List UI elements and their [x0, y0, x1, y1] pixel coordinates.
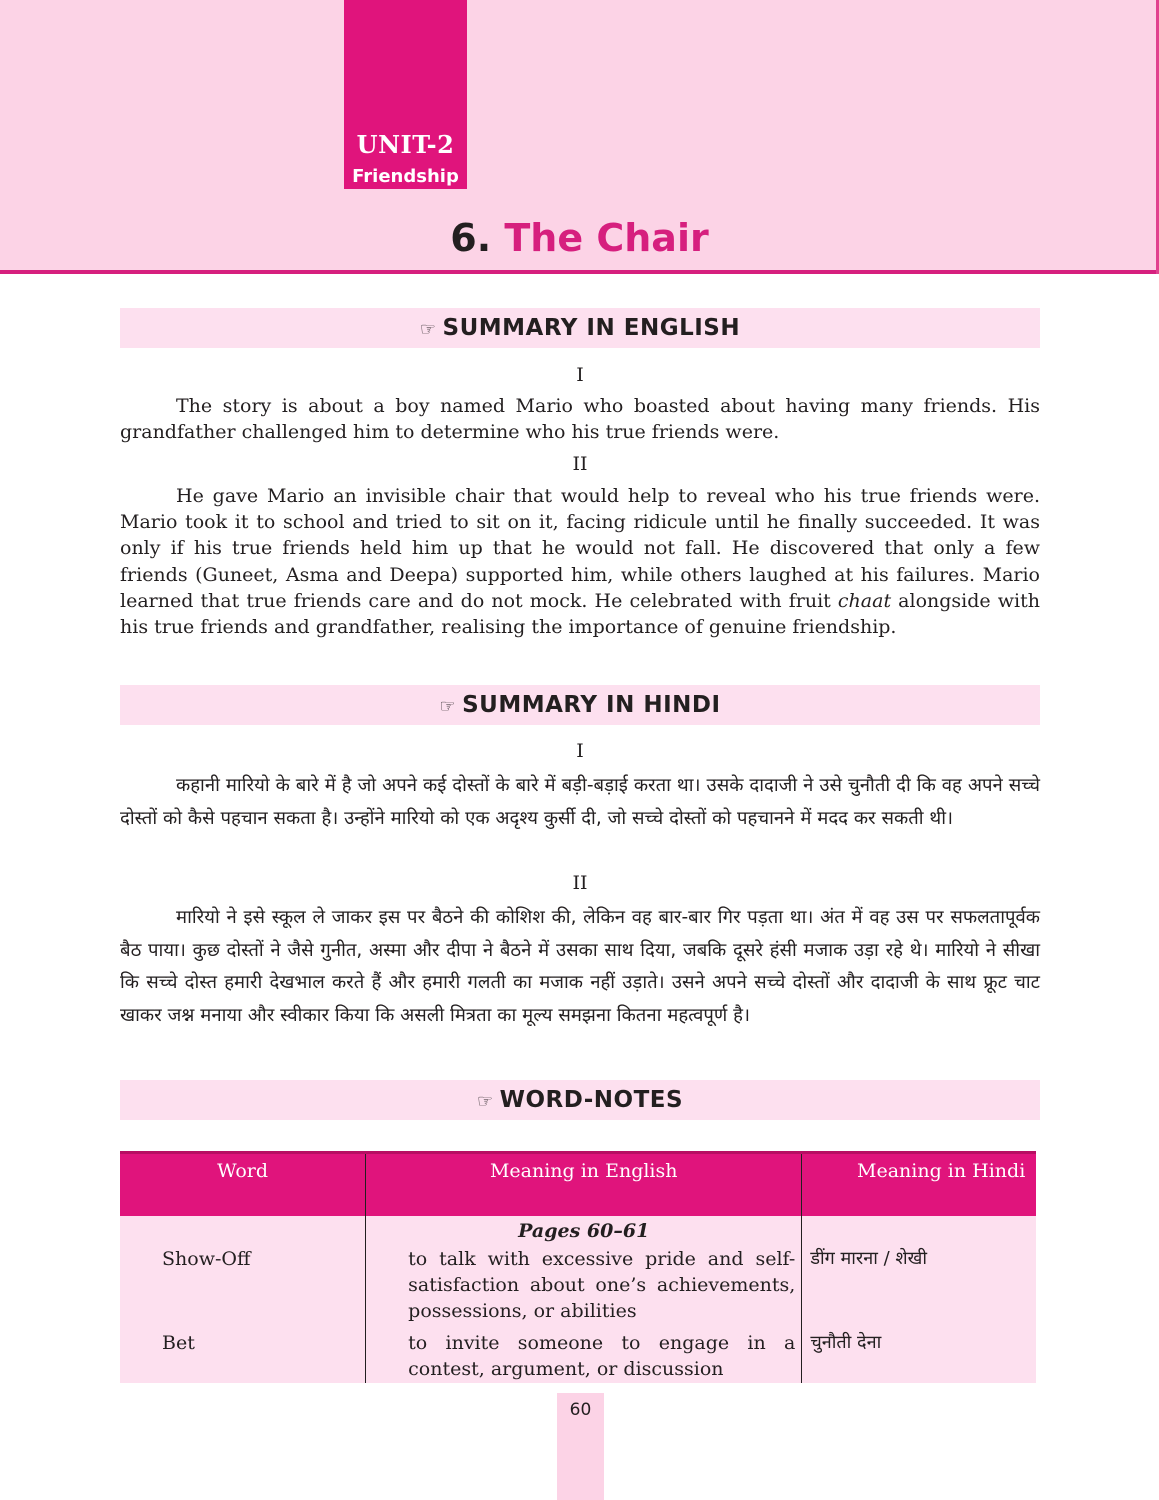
table-row	[120, 1216, 1036, 1246]
part-label: II	[572, 872, 588, 894]
chapter-title	[0, 214, 1159, 262]
table-row	[120, 1246, 1036, 1330]
italic-word: chaat	[837, 589, 892, 612]
column-header-word: Word	[120, 1153, 366, 1217]
column-header-english: Meaning in English	[366, 1153, 802, 1217]
section-heading-word-notes	[120, 1080, 1040, 1120]
unit-tab	[344, 0, 467, 189]
section-heading-text: SUMMARY IN ENGLISH	[442, 315, 741, 341]
unit-subtitle: Friendship	[352, 166, 459, 187]
table-header-row	[120, 1153, 1036, 1217]
word-notes-table	[120, 1151, 1036, 1383]
section-heading-text: WORD-NOTES	[499, 1087, 684, 1113]
summary-english-part2: He gave Mario an invisible chair that would help to reveal who his true friends were. Mario took it to school and tried to sit on it, facing ridicule until he finally succeeded. It was only if his true friends held him up that he would not fall. He discovered that only a few friends (Guneet, Asma and Deepa) supported him, while others laughed at his failures. Mario learned that true friends care and do not mock. He celebrated with fruit chaat alongside with his true friends and grandfather, realising the importance of genuine friendship.	[120, 485, 1040, 639]
pointing-hand-icon: ☞	[439, 696, 457, 717]
word-cell: Show-Off	[120, 1246, 366, 1330]
part-label: II	[572, 453, 588, 475]
chapter-number: 6.	[450, 216, 492, 260]
english-meaning-cell: to talk with excessive pride and self-satisfaction about one’s achievements, possessions, or abilities	[366, 1246, 802, 1330]
section-heading-summary-hindi	[120, 685, 1040, 725]
hindi-meaning-cell: चुनौती देना	[810, 1332, 882, 1354]
table-row	[120, 1330, 1036, 1383]
pages-label: Pages 60–61	[366, 1216, 802, 1246]
pointing-hand-icon: ☞	[419, 319, 437, 340]
word-cell: Bet	[120, 1330, 366, 1383]
chapter-name: The Chair	[504, 216, 709, 260]
unit-title: UNIT-2	[356, 130, 455, 159]
part-label: I	[576, 364, 584, 386]
summary-english-part1: The story is about a boy named Mario who boasted about having many friends. His grandfather challenged him to determine who his true friends were.	[120, 395, 1040, 444]
part-label: I	[576, 740, 584, 762]
section-heading-text: SUMMARY IN HINDI	[462, 692, 721, 718]
page-number: 60	[569, 1400, 592, 1420]
english-meaning-cell: to invite someone to engage in a contest, argument, or discussion	[366, 1330, 802, 1383]
hindi-meaning-cell: डींग मारना / शेखी	[810, 1248, 928, 1270]
summary-hindi-part2: मारियो ने इसे स्कूल ले जाकर इस पर बैठने की कोशिश की, लेकिन वह बार-बार गिर पड़ता था। अंत में वह उस पर सफलतापूर्वक बैठ पाया। कुछ दोस्तों ने जैसे गुनीत, अस्मा और दीपा ने बैठने में उसका साथ दिया, जबकि दूसरे हंसी मजाक उड़ा रहे थे। मारियो ने सीखा कि सच्चे दोस्त हमारी देखभाल करते हैं और हमारी गलती का मजाक नहीं उड़ाते। उसने अपने सच्चे दोस्तों और दादाजी के साथ फ्रूट चाट खाकर जश्न मनाया और स्वीकार किया कि असली मित्रता का मूल्य समझना कितना महत्वपूर्ण है।	[120, 907, 1040, 1026]
summary-hindi-part1: कहानी मारियो के बारे में है जो अपने कई दोस्तों के बारे में बड़ी-बड़ाई करता था। उसके दादाजी ने उसे चुनौती दी कि वह अपने सच्चे दोस्तों को कैसे पहचान सकता है। उन्होंने मारियो को एक अदृश्य कुर्सी दी, जो सच्चे दोस्तों को पहचानने में मदद कर सकती थी।	[120, 775, 1040, 829]
column-header-hindi: Meaning in Hindi	[802, 1153, 1036, 1217]
section-heading-summary-english	[120, 308, 1040, 348]
pointing-hand-icon: ☞	[476, 1091, 494, 1112]
